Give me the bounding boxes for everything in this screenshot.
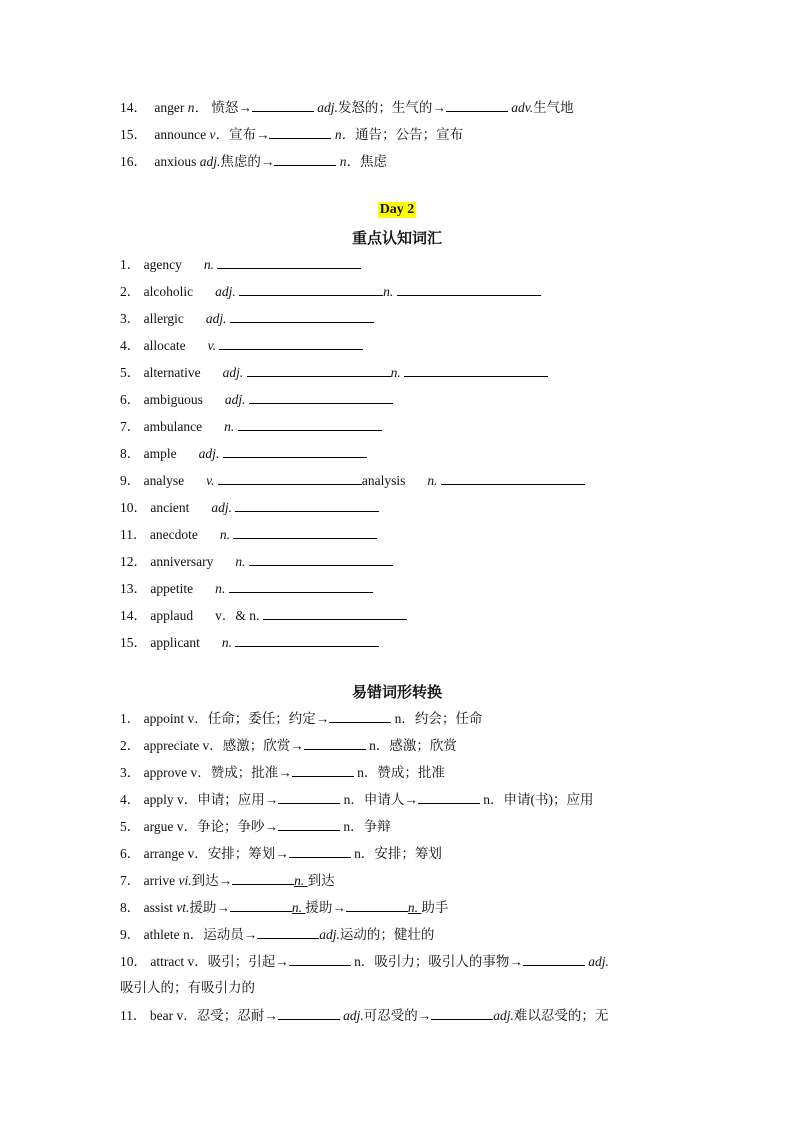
vocab-item: 9． analyse v. analysis n. [120, 470, 585, 491]
top-item-14 [120, 97, 574, 118]
answer-blank[interactable] [223, 443, 367, 458]
answer-blank[interactable] [289, 951, 351, 966]
part-of-speech: adv. [511, 100, 534, 115]
vocab-item: 8． ample adj. [120, 443, 367, 464]
answer-blank[interactable] [233, 524, 377, 539]
top-item-15 [120, 124, 463, 145]
section-title-vocab: 重点认知词汇 [351, 229, 442, 247]
answer-blank[interactable] [269, 124, 331, 139]
form-item: 9． athlete n．运动员→ adj.运动的；健壮的 [120, 924, 434, 945]
form-item-continuation: 吸引人的；有吸引力的 [120, 980, 255, 995]
answer-blank[interactable] [230, 308, 374, 323]
answer-blank[interactable] [289, 843, 351, 858]
form-item: 10． attract v．吸引；引起→ n．吸引力；吸引人的事物→ adj. [120, 951, 609, 972]
answer-blank[interactable] [235, 497, 379, 512]
answer-blank[interactable] [229, 578, 373, 593]
form-item: 7． arrive vi.到达→ n. 到达 [120, 870, 335, 891]
answer-blank[interactable] [230, 897, 292, 912]
form-item: 4． apply v．申请；应用→ n．申请人→ n．申请(书)；应用 [120, 789, 594, 810]
part-of-speech: adj. [317, 100, 338, 115]
meaning: 焦虑的→ [220, 154, 275, 169]
answer-blank[interactable] [274, 151, 336, 166]
answer-blank[interactable] [446, 97, 508, 112]
answer-blank[interactable] [292, 762, 354, 777]
form-item: 1． appoint v．任命；委任；约定→ n．约会；任命 [120, 708, 482, 729]
part-of-speech: v． [209, 127, 229, 142]
answer-blank[interactable] [278, 1005, 340, 1020]
item-number: 16． [120, 154, 147, 169]
form-item: 6． arrange v．安排；筹划→ n．安排；筹划 [120, 843, 442, 864]
answer-blank[interactable] [238, 416, 382, 431]
meaning: 发怒的；生气的→ [337, 100, 446, 115]
vocab-item: 13． appetite n. [120, 578, 373, 599]
meaning: 宣布→ [228, 127, 270, 142]
form-item: 5． argue v．争论；争吵→ n．争辩 [120, 816, 391, 837]
answer-blank[interactable] [304, 735, 366, 750]
form-item: 3． approve v．赞成；批准→ n．赞成；批准 [120, 762, 445, 783]
meaning: 生气地 [533, 100, 574, 115]
answer-blank[interactable] [263, 605, 407, 620]
vocab-item: 6． ambiguous adj. [120, 389, 393, 410]
answer-blank[interactable] [247, 362, 391, 377]
item-number: 14． [120, 100, 147, 115]
form-item: 8． assist vt.援助→ n. 援助→ n. 助手 [120, 897, 448, 918]
vocab-item: 12． anniversary n. [120, 551, 393, 572]
vocab-item: 1． agency n. [120, 254, 361, 275]
answer-blank[interactable] [418, 789, 480, 804]
answer-blank[interactable] [239, 281, 383, 296]
vocab-item: 14． applaud v．& n. [120, 605, 407, 626]
answer-blank[interactable] [232, 870, 294, 885]
answer-blank[interactable] [278, 789, 340, 804]
answer-blank[interactable] [217, 254, 361, 269]
vocab-item: 5． alternative adj. n. [120, 362, 548, 383]
vocab-item: 10． ancient adj. [120, 497, 379, 518]
meaning: 愤怒→ [211, 100, 252, 115]
part-of-speech: adj. [199, 154, 221, 169]
answer-blank[interactable] [404, 362, 548, 377]
answer-blank[interactable] [257, 924, 319, 939]
answer-blank[interactable] [235, 632, 379, 647]
vocab-item: 4． allocate v. [120, 335, 363, 356]
item-number: 15． [120, 127, 147, 142]
day-label: Day 2 [379, 202, 415, 217]
part-of-speech: n． [334, 127, 356, 142]
answer-blank[interactable] [278, 816, 340, 831]
meaning: 焦虑 [360, 154, 388, 169]
vocab-item: 15． applicant n. [120, 632, 379, 653]
answer-blank[interactable] [431, 1005, 493, 1020]
answer-blank[interactable] [441, 470, 585, 485]
form-item: 11． bear v．忍受；忍耐→ adj.可忍受的→ adj.难以忍受的；无 [120, 1005, 608, 1026]
vocab-item: 2． alcoholic adj. n. [120, 281, 541, 302]
answer-blank[interactable] [249, 389, 393, 404]
answer-blank[interactable] [397, 281, 541, 296]
answer-blank[interactable] [329, 708, 391, 723]
answer-blank[interactable] [218, 470, 362, 485]
form-item: 2． appreciate v．感激；欣赏→ n．感激；欣赏 [120, 735, 457, 756]
vocab-item: 11． anecdote n. [120, 524, 377, 545]
word: anger [154, 100, 185, 115]
word: announce [154, 127, 207, 142]
part-of-speech: n． [187, 100, 208, 115]
top-item-16 [120, 151, 387, 172]
answer-blank[interactable] [219, 335, 363, 350]
vocab-item: 3． allergic adj. [120, 308, 374, 329]
meaning: 通告；公告；宣布 [355, 127, 464, 142]
day-heading [0, 201, 794, 218]
answer-blank[interactable] [252, 97, 314, 112]
section-title-forms: 易错词形转换 [351, 683, 442, 701]
answer-blank[interactable] [249, 551, 393, 566]
answer-blank[interactable] [346, 897, 408, 912]
vocab-item: 7． ambulance n. [120, 416, 382, 437]
part-of-speech: n． [339, 154, 361, 169]
word: anxious [154, 154, 197, 169]
answer-blank[interactable] [523, 951, 585, 966]
